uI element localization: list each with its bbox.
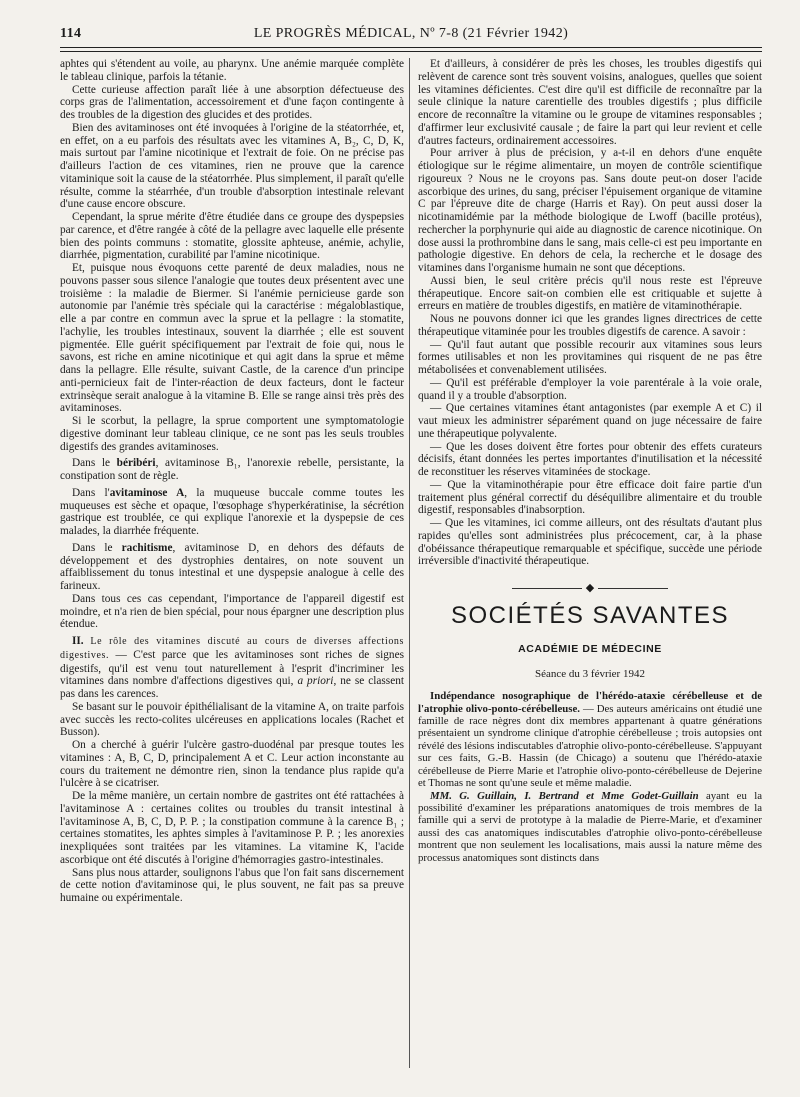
italic-term: a priori xyxy=(297,675,334,688)
session-date: Séance du 3 février 1942 xyxy=(535,667,645,680)
paragraph-rachitisme xyxy=(60,542,404,593)
term-rachitisme: rachitisme xyxy=(121,541,173,554)
paragraph: Nous ne pouvons donner ici que les grandes lignes directrices de cette thérapeutique vitaminée pour les troubles digestifs de carence. A savoir : xyxy=(418,313,762,338)
paragraph: On a cherché à guérir l'ulcère gastro-duodénal par presque toutes les vitamines : A, B, C, D, principalement A et C. Leur action inconstante au cours du traitement ne démontre rien, sinon la tendance plus rapide qu'a l'ulcère à se cicatriser. xyxy=(60,739,404,790)
term-avitaminose-a: avitaminose A xyxy=(109,486,185,499)
section-title: SOCIÉTÉS SAVANTES xyxy=(450,602,729,629)
ornament-diamond-icon: ◆ xyxy=(585,582,595,595)
paragraph: Pour arriver à plus de précision, y a-t-il en dehors d'une enquête étiologique sur le régime alimentaire, un moyen de contrôle scientifique rigoureux ? Nous ne le croyons pas. Sans doute peut-on doser l'acide ascorbique des urines, du sang, préciser l'épuisement organique de vitamine C par l'épreuve dite de charge (Harris et Ray). On peut aussi doser la nicotinamidémie par la méthode biologique de Lwoff (bacille protéus), rechercher la porphynurie qui aide au diagnostic de carence nicotinique. On dose aussi la prothrombine dans le sang, mais celle-ci est peu importante en pathologie digestive. En dehors de cela, la recherche et le dosage des vitamines dans l'organisme humain ne sont que déceptions. xyxy=(418,147,762,274)
paragraph: Bien des avitaminoses ont été invoquées à l'origine de la stéatorrhée, et, en effet, on a eu parfois des résultats avec les vitamines A, B₂, C, D, K, mais surtout par l'amine nicotinique et l'extrait de foie. On ne précise pas d'ailleurs l'action de ces vitamines, rien ne prouve que la carence vitaminique soit la cause de la stéatorrhée. Plus simplement, il paraît qu'elle résulte, comme la stéarrhée, d'un trouble d'absorption intestinale relevant d'une cause encore obscure. xyxy=(60,121,404,211)
paragraph: aphtes qui s'étendent au voile, au pharynx. Une anémie marquée complète le tableau clinique, parfois la tétanie. xyxy=(60,58,404,83)
paragraph-rest: — C'est parce que les avitaminoses sont riches de signes digestifs, qu'il est venu tout naturellement à l'esprit d'incriminer les vitamines dans nombre d'affections digestives qui, xyxy=(60,648,404,688)
section-ornament xyxy=(418,582,762,595)
article-paragraph xyxy=(418,790,762,864)
paragraph-rest: , avitaminose D, en dehors des défauts de développement et des dystrophies dentaires, on note souvent un affaiblissement du tonus intestinal et une dyspepsie analogue à celle des farineux. xyxy=(60,541,404,592)
subsection-title: ACADÉMIE DE MÉDECINE xyxy=(518,642,662,655)
section-heading: Le rôle des vitamines discuté au cours de diverses affections digestives. xyxy=(60,636,405,661)
section-number: II. xyxy=(72,635,84,647)
paragraph: Aussi bien, le seul critère précis qu'il nous reste est l'épreuve thérapeutique. Encore sait-on combien elle est critiquable et sujette à erreurs en matière de troubles digestifs, en matière de vitaminothérapie. xyxy=(418,274,762,313)
paragraph: Cependant, la sprue mérite d'être étudiée dans ce groupe des dyspepsies par carence, et d'être rangée à côté de la pellagre avec laquelle elle présente bien des points communs : stomatite, glossite aphteuse, anémie, achylie, diarrhée, pigmentation, curabilité par l'amine nicotinique. xyxy=(60,211,404,262)
article-text: ayant eu la possibilité d'examiner les préparations anatomiques de trois membres de la famille qui a servi de prototype à la maladie de Pierre-Marie, et d'examiner aussi des cas anatomiques indiscutables d'atrophie olivo-ponto-cérébelleuse montrent que non seulement les localisations, mais aussi la nature même des processus anatomiques sont distincts dans xyxy=(418,789,762,864)
paragraph: Sans plus nous attarder, soulignons l'abus que l'on fait sans discernement de cette notion d'avitaminose qui, le plus souvent, ne fait pas sa preuve humaine ou expérimentale. xyxy=(60,866,404,904)
right-column xyxy=(418,58,762,864)
article-paragraph xyxy=(418,690,762,789)
paragraph-section-ii xyxy=(60,635,404,701)
paragraph-end: , ne se classent pas dans les carences. xyxy=(60,675,405,700)
left-column xyxy=(60,58,404,905)
page-header xyxy=(60,26,762,46)
paragraph: Cette curieuse affection paraît liée à une absorption défectueuse des corps gras de l'alimentation, accessoirement et d'une façon contingente à des troubles de la digestion des glucides et des protides. xyxy=(60,83,404,121)
ornament-line xyxy=(512,588,582,589)
paragraph: De la même manière, un certain nombre de gastrites ont été rattachées à l'avitaminose A : certaines colites ou troubles du transit intestinal à l'avitaminose A, B, C, D, P. P. ; la constipation commune à la carence B₁ ; certaines stomatites, les aphtes simples à l'avitaminose P. P. ; les anorexies inexpliquées sont traitées par les vitamines. La vitamine K, l'acide ascorbique ont été discutés à l'origine d'hémorragies gastro-intestinales. xyxy=(60,790,404,866)
article-authors: MM. G. Guillain, I. Bertrand et Mme Godet-Guillain xyxy=(430,789,699,802)
lead-text: Dans le xyxy=(72,541,113,554)
paragraph: Si le scorbut, la pellagre, la sprue comportent une symptomatologie digestive dominant leur tableau clinique, ce ne sont pas les seuls troubles digestifs des grandes avitaminoses. xyxy=(60,415,404,453)
lead-text: Dans le xyxy=(72,457,111,470)
list-item: — Que la vitaminothérapie pour être efficace doit faire partie d'un traitement plus général correctif du déséquilibre alimentaire et du trouble digestif, responsables d'inabsorption. xyxy=(418,478,762,517)
paragraph-avitaminose-a xyxy=(60,487,404,538)
list-item: — Qu'il est préférable d'employer la voie parentérale à la voie orale, quand il y a trouble d'absorption. xyxy=(418,376,762,402)
paragraph-beriberi xyxy=(60,457,404,483)
paragraph-rest: , la muqueuse buccale comme toutes les muqueuses est sèche et opaque, l'œsophage s'hyperkératinise, la sécrétion gastrique est troublée, ce qui explique l'anorexie et la dyspepsie de ces malades, la diarrhée fréquente. xyxy=(60,486,404,537)
paragraph: Et, puisque nous évoquons cette parenté de deux maladies, nous ne pouvons passer sous silence l'analogie que toutes deux présentent avec une troisième : la maladie de Biermer. Si l'anémie pernicieuse garde son autonomie par l'anémie très spéciale qui la caractérise : mégaloblastique, elle a par contre en commun avec la sprue et la pellagre : la stomatite, l'achylie, les troubles intestinaux, souvent la diarrhée ; elle est souvent pigmentée. Elle guérit spécifiquement par l'extrait de foie qui, nous le savons, est riche en amine nicotinique et qui agit dans la sprue et même dans la pellagre. Elle résulte, suivant Castle, de la carence d'un principe anti-pernicieux fait de l'inter-réaction de deux facteurs, dont le facteur extrinsèque serait analogue à la vitamine B. Elle se range ainsi très près des avitaminoses. xyxy=(60,262,404,415)
list-item: — Que certaines vitamines étant antagonistes (par exemple A et C) il vaut mieux les administrer séparément quand on juge nécessaire de faire une thérapeutique polyvalente. xyxy=(418,402,762,440)
article-title: Indépendance nosographique de l'hérédo-ataxie cérébelleuse et de l'atrophie olivo-ponto-cérébelleuse. xyxy=(418,690,762,715)
list-item: — Qu'il faut autant que possible recourir aux vitamines sous leurs formes utilisables et non les provitamines qui risquent de ne pas être métabolisées et convenablement utilisées. xyxy=(418,338,762,376)
term-beriberi: béribéri xyxy=(116,457,156,470)
running-head: LE PROGRÈS MÉDICAL, Nº 7-8 (21 Février 1942) xyxy=(253,26,569,41)
lead-text: Dans l' xyxy=(72,486,110,499)
column-divider xyxy=(409,58,410,1068)
paragraph: Dans tous ces cas cependant, l'importance de l'appareil digestif est moindre, et n'a rien de bien spécial, pour nous épargner une description plus étendue. xyxy=(60,592,404,631)
article-text: — Des auteurs américains ont étudié une famille de race nègres dont dix membres appartenant à quatre générations présentaient un syndrome clinique d'atrophie cérébelleuse ; trois autopsies ont révélé des lésions indiscutables d'atrophie olivo-ponto-cérébelleuse. S'appuyant sur ces faits, G.-B. Hassin (de Chicago) a soutenu que l'hérédo-ataxie cérébelleuse de Pierre Marie et l'atrophie olivo-ponto-cérébelleuse de Dejerine et Thomas ne sont qu'une seule et même maladie. xyxy=(418,702,762,790)
list-item: — Que les vitamines, ici comme ailleurs, ont des résultats d'autant plus rapides qu'elles sont administrées plus précocement, car, à la phase d'obéissance thérapeutique remarquable et spécifique, succède une période irréversible d'inactivité thérapeutique. xyxy=(418,517,762,568)
paragraph: Se basant sur le pouvoir épithélialisant de la vitamine A, on traite parfois avec succès les recto-colites ulcéreuses en applications locales (Rachet et Busson). xyxy=(60,700,404,739)
list-item: — Que les doses doivent être fortes pour obtenir des effets curateurs décisifs, étant données les pertes importantes d'inutilisation et la nécessité de reconstituer les réserves vitaminées de stockage. xyxy=(418,440,762,478)
page-number: 114 xyxy=(60,26,82,41)
ornament-line xyxy=(598,588,668,589)
header-rule xyxy=(60,47,762,52)
paragraph-rest: , avitaminose B₁, l'anorexie rebelle, persistante, la constipation sont de règle. xyxy=(60,457,404,482)
paragraph: Et d'ailleurs, à considérer de près les choses, les troubles digestifs qui relèvent de carence sont très souvent voisins, analogues, quelles que soient les vitamines déficientes. C'est dire qu'il est difficile de reconnaître par la seule clinique la nature carentielle des troubles digestifs ; plus difficile encore de reconnaître la vitamine ou le groupe de vitamines responsables ; d'affirmer leur exclusivité causale ; de faire la part qui leur revient et celle d'autres facteurs, ordinairement accessoires. xyxy=(418,58,762,147)
